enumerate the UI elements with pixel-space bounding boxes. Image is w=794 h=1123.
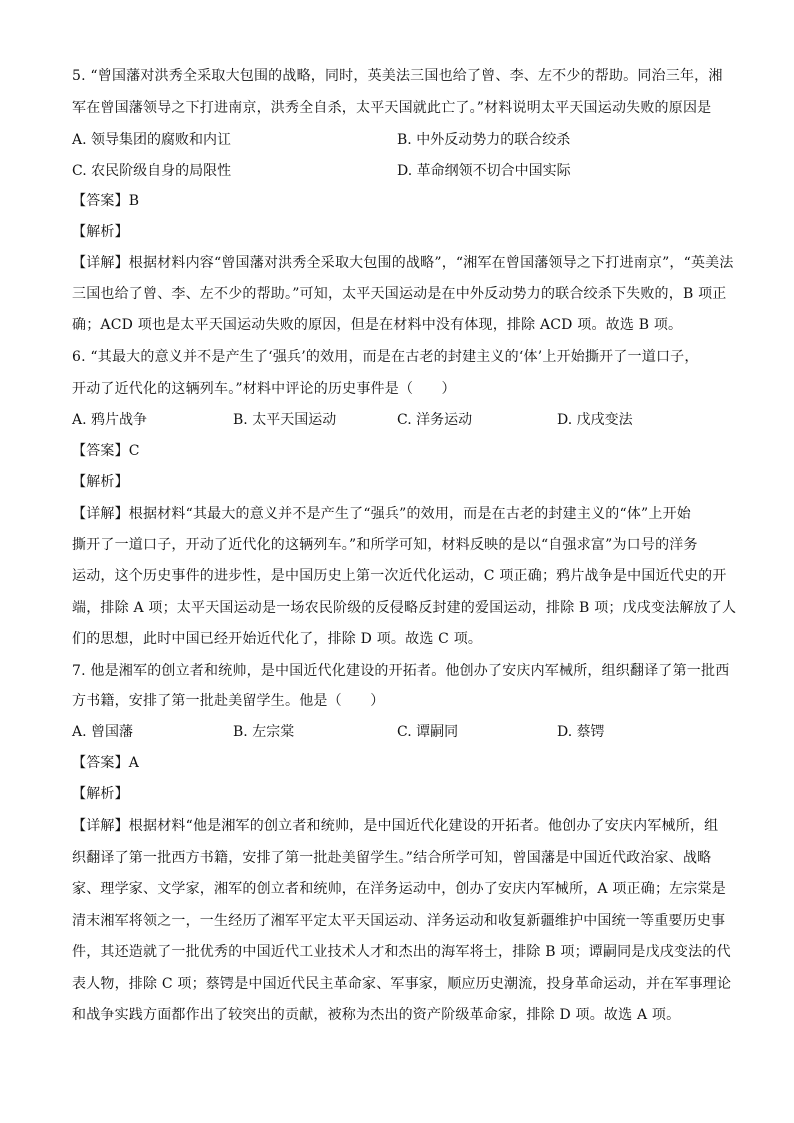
q7-detail-line-4: 清末湘军将领之一，一生经历了湘军平定太平天国运动、洋务运动和收复新疆维护中国统一等重要历史事 — [72, 913, 726, 929]
q5-detail-line-1: 【详解】根据材料内容“曾国藩对洪秀全采取大包围的战略”，“湘军在曾国藩领导之下打进南京”，“英美法 — [72, 255, 734, 271]
q5-stem-line-2: 军在曾国藩领导之下打进南京，洪秀全自杀，太平天国就此亡了。”材料说明太平天国运动失败的原因是 — [72, 100, 712, 116]
q6-detail-line-5: 们的思想，此时中国已经开始近代化了，排除 D 项。故选 C 项。 — [72, 631, 483, 647]
q7-detail-line-3: 家、理学家、文学家，湘军的创立者和统帅，在洋务运动中，创办了安庆内军械所，A 项正确；左宗棠是 — [72, 881, 726, 897]
q7-stem-line-1: 7. 他是湘军的创立者和统帅，是中国近代化建设的开拓者。他创办了安庆内军械所，组织翻译了第一批西 — [72, 663, 730, 679]
q5-detail-line-3: 确；ACD 项也是太平天国运动失败的原因，但是在材料中没有体现，排除 ACD 项。故选 B 项。 — [72, 317, 683, 333]
q7-detail-line-2: 织翻译了第一批西方书籍，安排了第一批赴美留学生。”结合所学可知，曾国藩是中国近代政治家、战略 — [72, 850, 712, 866]
q6-detail-line-4: 端，排除 A 项；太平天国运动是一场农民阶级的反侵略反封建的爱国运动，排除 B 项；戊戌变法解放了人 — [72, 600, 737, 616]
q5-option-a: A. 领导集团的腐败和内讧 — [72, 132, 232, 148]
q6-detail-line-2: 撕开了一道口子，开动了近代化的这辆列车。”和所学可知，材料反映的是以“自强求富”为口号的洋务 — [72, 537, 698, 553]
q7-option-d: D. 蔡锷 — [557, 724, 605, 740]
q6-option-c: C. 洋务运动 — [397, 412, 473, 428]
q5-option-c: C. 农民阶级自身的局限性 — [72, 163, 232, 179]
q6-answer: 【答案】C — [72, 443, 140, 459]
q6-stem-line-1: 6. “其最大的意义并不是产生了‘强兵’的效用，而是在古老的封建主义的‘体’上开始撕开了一道口子， — [72, 349, 699, 365]
q5-stem-line-1: 5. “曾国藩对洪秀全采取大包围的战略，同时，英美法三国也给了曾、李、左不少的帮助。同治三年，湘 — [72, 68, 723, 84]
q7-option-c: C. 谭嗣同 — [397, 724, 459, 740]
q5-detail-line-2: 三国也给了曾、李、左不少的帮助。”可知，太平天国运动是在中外反动势力的联合绞杀下失败的，B 项正 — [72, 286, 727, 302]
q6-stem-line-2: 开动了近代化的这辆列车。”材料中评论的历史事件是（ ） — [72, 381, 456, 397]
q6-detail-line-3: 运动，这个历史事件的进步性，是中国历史上第一次近代化运动，C 项正确；鸦片战争是中国近代史的开 — [72, 568, 727, 584]
q7-option-a: A. 曾国藩 — [72, 724, 134, 740]
q6-option-b: B. 太平天国运动 — [233, 412, 337, 428]
q7-detail-line-6: 表人物，排除 C 项；蔡锷是中国近代民主革命家、军事家，顺应历史潮流，投身革命运动，并在军事理论 — [72, 976, 732, 992]
q5-answer: 【答案】B — [72, 193, 140, 209]
q6-option-d: D. 戊戌变法 — [557, 412, 633, 428]
q6-detail-line-1: 【详解】根据材料“其最大的意义并不是产生了“强兵”的效用，而是在古老的封建主义的“体”上开始 — [72, 506, 691, 522]
q7-analysis-label: 【解析】 — [72, 786, 129, 802]
q6-analysis-label: 【解析】 — [72, 474, 129, 490]
q7-stem-line-2: 方书籍，安排了第一批赴美留学生。他是（ ） — [72, 693, 385, 709]
q7-detail-line-5: 件，其还造就了一批优秀的中国近代工业技术人才和杰出的海军将士，排除 B 项；谭嗣同是戊戌变法的代 — [72, 944, 731, 960]
q5-option-b: B. 中外反动势力的联合绞杀 — [397, 132, 571, 148]
q5-analysis-label: 【解析】 — [72, 224, 129, 240]
q7-option-b: B. 左宗棠 — [233, 724, 295, 740]
q7-detail-line-1: 【详解】根据材料“他是湘军的创立者和统帅，是中国近代化建设的开拓者。他创办了安庆内军械所，组 — [72, 818, 719, 834]
q5-option-d: D. 革命纲领不切合中国实际 — [397, 163, 571, 179]
q7-detail-line-7: 和战争实践方面都作出了较突出的贡献，被称为杰出的资产阶级革命家，排除 D 项。故选 A 项。 — [72, 1007, 681, 1023]
q7-answer: 【答案】A — [72, 755, 140, 771]
q6-option-a: A. 鸦片战争 — [72, 412, 148, 428]
